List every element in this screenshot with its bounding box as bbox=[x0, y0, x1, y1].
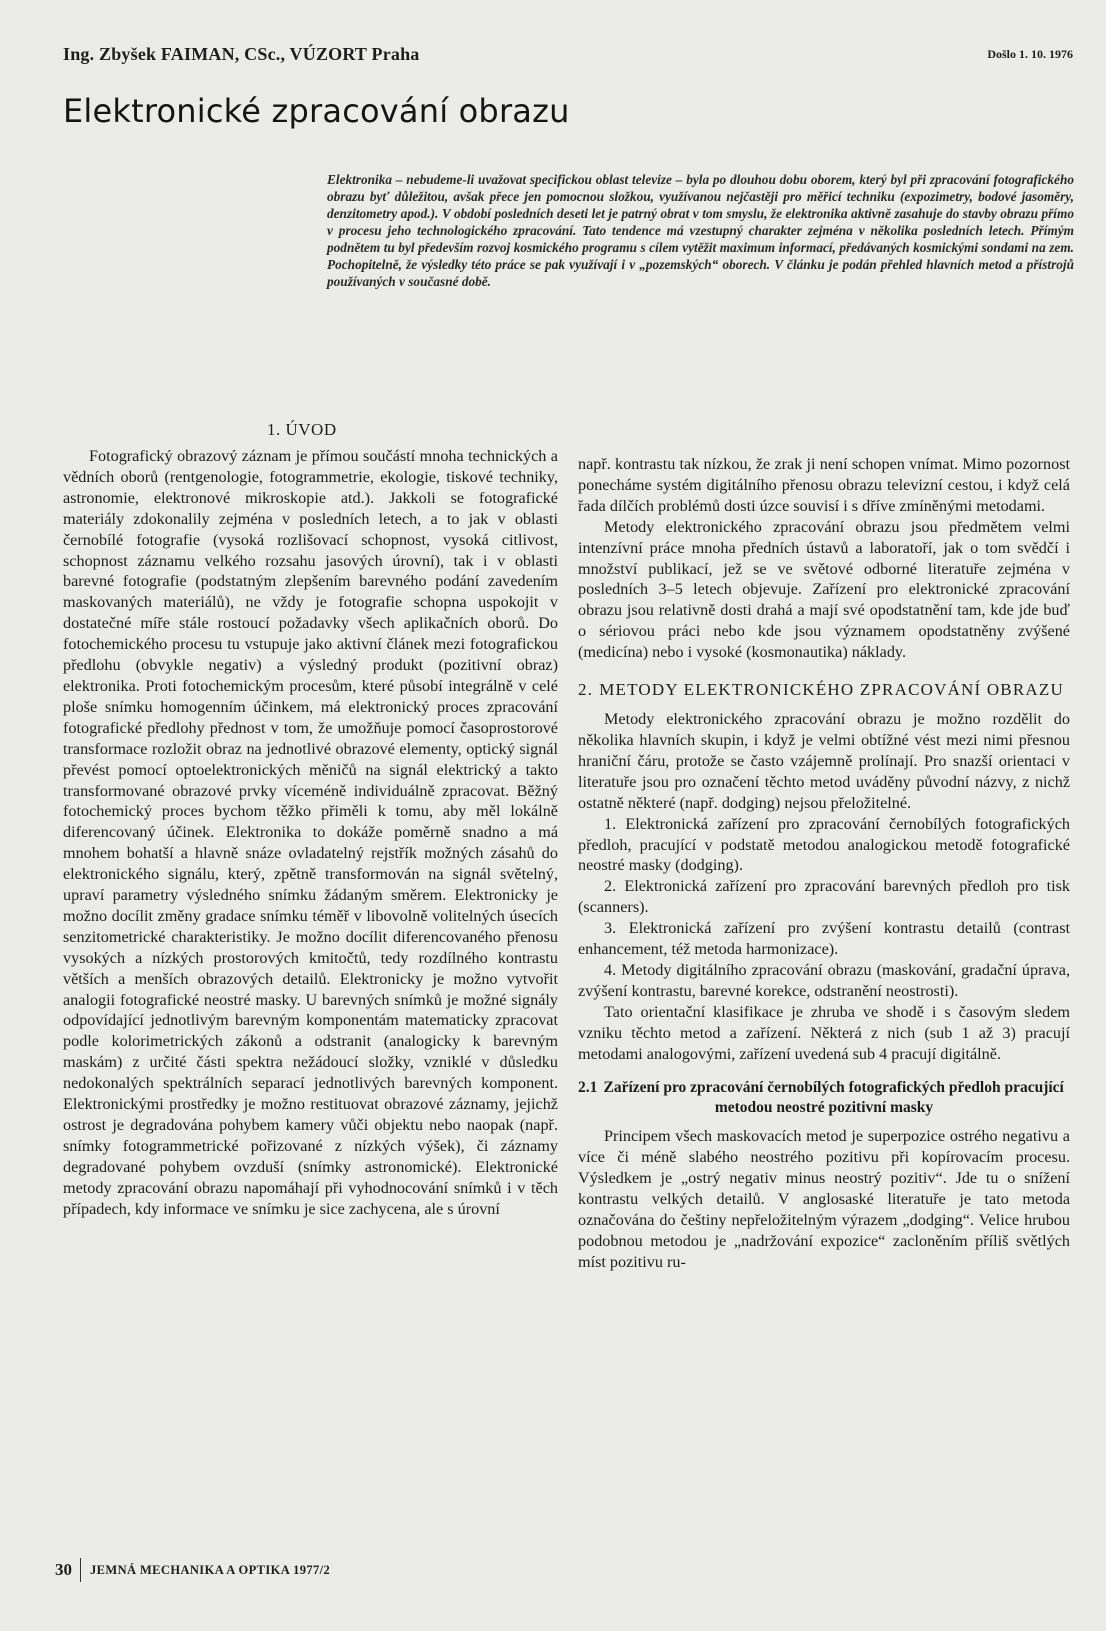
institutes-paragraph: Metody elektronického zpracování obrazu jsou předmětem velmi intenzívní práce mnoha předních ústavů a laboratoří, jak o tom svědčí i množství publikací, jež se ve světové odborné literatuře zejména v posledních 3–5 letech objevuje. Zařízení pro elektronické zpracování obrazu jsou relativně dosti drahá a mají své opodstatnění tam, kde jde buď o sériovou práci nebo kde jsou významem opodstatněny zvýšené (medicína) nebo i vysoké (kosmonautika) náklady. bbox=[578, 517, 1070, 662]
section-1-paragraph: Fotografický obrazový záznam je přímou součástí mnoha technických a vědních oborů (rentgenologie, fotogrammetrie, ekologie, tiskové techniky, astronomie, elektronové mikroskopie atd.). Jakkoli se fotografické materiály zdokonalily zejména v posledních letech, a to jak v oblasti černobílé fotografie (vysoká rozlišovací schopnost, vysoká citlivost, schopnost záznamu velkého rozsahu jasových úrovní), tak i v oblasti barevné fotografie (podstatným zlepšením barevného podání zavedením maskovaných materiálů), ne vždy je fotografie schopna uspokojit v dostatečné míře stále rostoucí požadavky všech aplikačních oborů. Do fotochemického procesu tu vstupuje jako aktivní článek mezi fotografickou předlohu (obvykle negativ) a výsledný produkt (pozitivní obraz) elektronika. Proti fotochemickým procesům, které působí integrálně v celé ploše snímku homogenním účinkem, má elektronický proces zpracování fotografické předlohy přednost v tom, že umožňuje pomocí časoprostorové transformace rozložit obraz na jednotlivé obrazové elementy, optický signál převést pomocí optoelektronických měničů na signál elektrický a takto transformované obrazové prvky víceméně individuálně zpracovat. Běžný fotochemický proces bychom těžko přiměli k tomu, aby měl lokálně diferencovaný účinek. Elektronika to dokáže poměrně snadno a má mnohem bohatší a hlavně snáze ovladatelný rejstřík možných zásahů do elektronického signálu, který, zpětně transformován na signál světelný, upraví parametry výsledného snímku žádaným směrem. Elektronicky je možno docílit změny gradace snímku téměř v libovolně volitelných úsecích senzitometrické charakteristiky. Je možno docílit diferencovaného přenosu vysokých a nízkých prostorových kmitočtů, tedy rozdílného kontrastu větších a menších obrazových detailů. Elektronicky je možno vytvořit analogii fotografické neostré masky. U barevných snímků je možné signály odpovídající jednotlivým barevným komponentám matematicky zpracovat podle kolorimetrických zákonů a odstranit (analogicky k barevným maskám) z určité části spektra nežádoucí složky, vzniklé v důsledku nedokonalých spektrálních separací jednotlivých barevných komponent. Elektronickými prostředky je možno restituovat obrazové záznamy, jejichž ostrost je degradována pohybem kamery vůči objektu nebo naopak (např. snímky fotogrammetrické pořizované z nízkých výšek), či záznamy degradované pohybem ovzduší (snímky astronomické). Elektronické metody zpracování obrazu napomáhají při vyhodnocování snímků i v těch případech, kdy informace ve snímku je sice zachycena, ale s úrovní bbox=[63, 447, 558, 1218]
section-2-heading bbox=[578, 679, 1070, 700]
left-column bbox=[63, 446, 558, 1220]
author-line: Ing. Zbyšek FAIMAN, CSc., VÚZORT Praha bbox=[63, 44, 420, 64]
list-item-3: 3. Elektronická zařízení pro zvýšení kontrastu detailů (contrast enhancement, též metoda harmonizace). bbox=[578, 919, 1070, 959]
section-2-number: 2. bbox=[578, 680, 594, 700]
page-number: 30 bbox=[55, 1560, 72, 1579]
abstract: Elektronika – nebudeme-li uvažovat specifickou oblast televize – byla po dlouhou dobu oborem, který byl při zpracování fotografického obrazu byť důležitou, avšak přece jen pomocnou složkou, využívanou nejčastěji pro měřicí techniku (expozimetry, bodové jasoměry, denzitometry apod.). V období posledních deseti let je patrný obrat v tom smyslu, že elektronika aktivně zasahuje do stavby obrazu přímo v procesu jeho technologického zpracování. Tato tendence má vzestupný charakter zejména v několika posledních letech. Přímým podnětem tu byl především rozvoj kosmického programu s cílem vytěžit maximum informací, předávaných kosmickými sondami na zem. Pochopitelně, že výsledky této práce se pak využívají i v „pozemských“ oborech. V článku je podán přehled hlavních metod a přístrojů používaných v současné době. bbox=[327, 172, 1074, 289]
footer-divider bbox=[80, 1558, 81, 1582]
subsection-paragraph: Principem všech maskovacích metod je superpozice ostrého negativu a více či méně slabého neostrého pozitivu při kopírovacím procesu. Výsledkem je „ostrý negativ minus neostrý pozitiv“. Jde tu o snížení kontrastu velkých detailů. V anglosaské literatuře je tato metoda označována do češtiny nepřeložitelným výrazem „dodging“. Velice hrubou podobnou metodou je „nadržování expozice“ zacloněním příliš světlých míst pozitivu ru- bbox=[578, 1127, 1070, 1271]
section-2-intro: Metody elektronického zpracování obrazu je možno rozdělit do několika hlavních skupin, i když je velmi obtížné vést mezi nimi přesnou hraniční čáru, protože se často vzájemně prolínají. Pro snazší orientaci v literatuře jsou pro označení těchto metod uváděny původní názvy, z nichž ostatně některé (např. dodging) nejsou přeložitelné. bbox=[578, 710, 1070, 812]
list-item-1: 1. Elektronická zařízení pro zpracování černobílých fotografických předloh, pracující v podstatě metodou analogickou metodě fotografické neostré masky (dodging). bbox=[578, 814, 1070, 875]
subsection-2-1-heading bbox=[578, 1078, 1070, 1118]
continuation-paragraph: např. kontrastu tak nízkou, že zrak ji není schopen vnímat. Mimo pozornost ponecháme systém digitálního přenosu obrazu televizní cestou, i když celá řada dílčích problémů dosti úzce souvisí i s dříve zmíněnými metodami. bbox=[578, 455, 1070, 515]
page-footer bbox=[55, 1558, 330, 1582]
section-2-title: METODY ELEKTRONICKÉHO ZPRACOVÁNÍ OBRAZU bbox=[599, 680, 1064, 700]
list-item-2: 2. Elektronická zařízení pro zpracování barevných předloh pro tisk (scanners). bbox=[578, 877, 1070, 917]
subsection-title: Zařízení pro zpracování černobílých fotografických předloh pracující metodou neostré pozitivní masky bbox=[603, 1079, 1064, 1117]
classification-paragraph: Tato orientační klasifikace je zhruba ve shodě i s časovým sledem vzniku těchto metod a zařízení. Některá z nich (sub 1 až 3) pracují metodami analogovými, zařízení uvedená sub 4 pracují digitálně. bbox=[578, 1002, 1070, 1063]
section-1-heading: 1. ÚVOD bbox=[267, 420, 337, 439]
article-title: Elektronické zpracování obrazu bbox=[63, 92, 570, 130]
list-item-4: 4. Metody digitálního zpracování obrazu (maskování, gradační úprava, zvýšení kontrastu, barevné korekce, odstranění neostrosti). bbox=[578, 960, 1070, 1000]
right-column bbox=[578, 454, 1070, 1273]
received-date: Došlo 1. 10. 1976 bbox=[987, 47, 1073, 61]
journal-name: JEMNÁ MECHANIKA A OPTIKA 1977/2 bbox=[90, 1562, 331, 1577]
subsection-number: 2.1 bbox=[578, 1079, 598, 1097]
